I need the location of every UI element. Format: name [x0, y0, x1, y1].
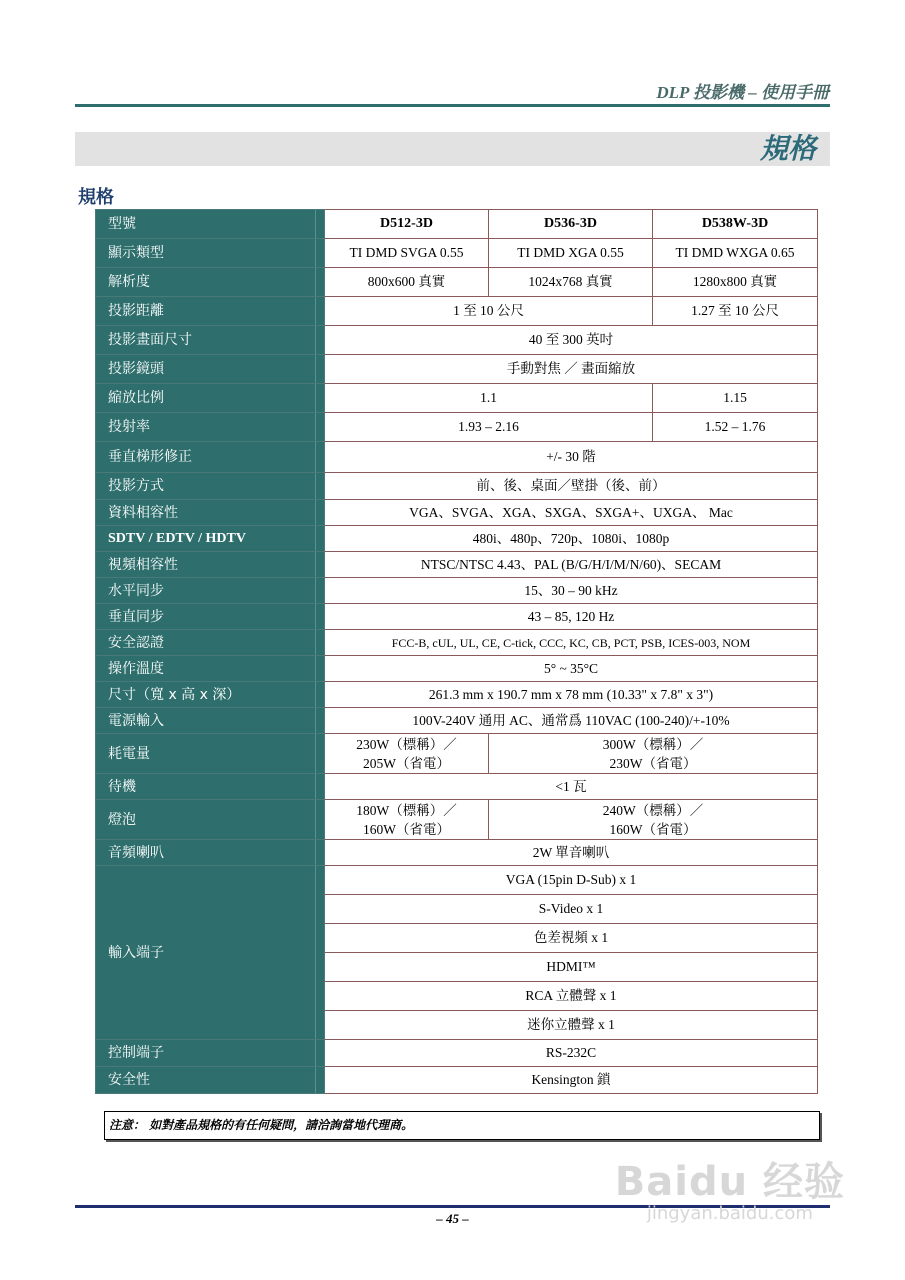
row-label: 投影畫面尺寸	[96, 326, 325, 355]
row-label: 垂直梯形修正	[96, 442, 325, 473]
row-label: 控制端子	[96, 1040, 325, 1067]
table-row	[96, 413, 818, 442]
row-label: 資料相容性	[96, 500, 325, 526]
table-row	[96, 552, 818, 578]
table-header-row	[96, 210, 818, 239]
watermark-brand: Baidu 经验	[614, 1159, 845, 1205]
note-text: 注意： 如對產品規格的有任何疑問，請洽詢當地代理商。	[109, 1118, 414, 1132]
chapter-title: 規格	[759, 132, 816, 165]
row-label: 水平同步	[96, 578, 325, 604]
model-name: D538W-3D	[653, 210, 818, 239]
cell-value: 1.1	[325, 384, 653, 413]
cell-value: 前、後、桌面／壁掛（後、前）	[325, 473, 818, 500]
model-name: D512-3D	[325, 210, 489, 239]
table-row	[96, 656, 818, 682]
table-row	[96, 774, 818, 800]
row-label: 顯示類型	[96, 239, 325, 268]
cell-value: 手動對焦 ／ 畫面縮放	[325, 355, 818, 384]
row-label: 投影鏡頭	[96, 355, 325, 384]
row-label: 投影距離	[96, 297, 325, 326]
table-row	[96, 326, 818, 355]
row-label: SDTV / EDTV / HDTV	[96, 526, 325, 552]
page-number: – 45 –	[436, 1211, 469, 1226]
cell-value: 色差視頻 x 1	[325, 924, 818, 953]
table-row	[96, 866, 818, 895]
row-label: 投射率	[96, 413, 325, 442]
cell-value	[325, 800, 489, 840]
cell-value: 1.93 – 2.16	[325, 413, 653, 442]
cell-value: RCA 立體聲 x 1	[325, 982, 818, 1011]
cell-value	[489, 734, 818, 774]
table-row	[96, 297, 818, 326]
table-row	[96, 355, 818, 384]
cell-value: 800x600 真實	[325, 268, 489, 297]
cell-value: 15、30 – 90 kHz	[325, 578, 818, 604]
cell-value: NTSC/NTSC 4.43、PAL (B/G/H/I/M/N/60)、SECAM	[325, 552, 818, 578]
cell-line: 300W（標稱）／	[602, 736, 704, 752]
cell-value: 100V-240V 通用 AC、通常爲 110VAC (100-240)/+-10%	[325, 708, 818, 734]
cell-value: 1.15	[653, 384, 818, 413]
header-title: DLP 投影機 – 使用手冊	[656, 83, 829, 102]
watermark	[615, 1150, 845, 1224]
watermark-url: jingyan.baidu.com	[646, 1203, 813, 1224]
table-row	[96, 734, 818, 774]
table-row	[96, 473, 818, 500]
cell-value: +/- 30 階	[325, 442, 818, 473]
table-row	[96, 708, 818, 734]
cell-value: TI DMD SVGA 0.55	[325, 239, 489, 268]
cell-value: 1024x768 真實	[489, 268, 653, 297]
table-row	[96, 1040, 818, 1067]
cell-value: 5° ~ 35°C	[325, 656, 818, 682]
row-label: 待機	[96, 774, 325, 800]
row-label: 輸入端子	[96, 866, 325, 1040]
header-rule	[75, 104, 830, 107]
cell-value: <1 瓦	[325, 774, 818, 800]
table-row	[96, 840, 818, 866]
table-row	[96, 442, 818, 473]
table-row	[96, 800, 818, 840]
chapter-banner	[75, 132, 830, 166]
cell-value: VGA、SVGA、XGA、SXGA、SXGA+、UXGA、 Mac	[325, 500, 818, 526]
table-row	[96, 268, 818, 297]
cell-line: 180W（標稱）／	[356, 802, 457, 818]
table-row	[96, 1067, 818, 1094]
row-label: 安全認證	[96, 630, 325, 656]
cell-value	[489, 800, 818, 840]
cell-line: 230W（省電）	[609, 755, 697, 771]
cell-line: 240W（標稱）／	[602, 802, 704, 818]
table-row	[96, 526, 818, 552]
cell-value	[325, 734, 489, 774]
row-label: 操作溫度	[96, 656, 325, 682]
table-row	[96, 630, 818, 656]
table-row	[96, 604, 818, 630]
model-name: D536-3D	[489, 210, 653, 239]
cell-line: 230W（標稱）／	[356, 736, 457, 752]
table-row	[96, 578, 818, 604]
cell-line: 160W（省電）	[363, 821, 450, 837]
spec-table	[95, 209, 818, 1094]
cell-value: HDMI™	[325, 953, 818, 982]
cell-line: 160W（省電）	[609, 821, 697, 837]
cell-value: 40 至 300 英吋	[325, 326, 818, 355]
row-label: 垂直同步	[96, 604, 325, 630]
note-box	[104, 1111, 820, 1140]
row-label: 尺寸（寬 x 高 x 深）	[96, 682, 325, 708]
cell-value: 1280x800 真實	[653, 268, 818, 297]
cell-value: S-Video x 1	[325, 895, 818, 924]
cell-value: Kensington 鎖	[325, 1067, 818, 1094]
row-label: 視頻相容性	[96, 552, 325, 578]
row-label-model: 型號	[96, 210, 325, 239]
cell-value: RS-232C	[325, 1040, 818, 1067]
cell-value: 1 至 10 公尺	[325, 297, 653, 326]
cell-value: 261.3 mm x 190.7 mm x 78 mm (10.33" x 7.8" x 3")	[325, 682, 818, 708]
row-label: 安全性	[96, 1067, 325, 1094]
cell-value: FCC-B, cUL, UL, CE, C-tick, CCC, KC, CB, PCT, PSB, ICES-003, NOM	[325, 630, 818, 656]
row-label: 縮放比例	[96, 384, 325, 413]
row-label: 音頻喇叭	[96, 840, 325, 866]
row-label: 解析度	[96, 268, 325, 297]
row-label: 投影方式	[96, 473, 325, 500]
row-label: 電源輸入	[96, 708, 325, 734]
table-row	[96, 384, 818, 413]
cell-value: 1.27 至 10 公尺	[653, 297, 818, 326]
section-title: 規格	[78, 187, 114, 208]
cell-value: TI DMD XGA 0.55	[489, 239, 653, 268]
table-row	[96, 682, 818, 708]
cell-value: 2W 單音喇叭	[325, 840, 818, 866]
table-row	[96, 239, 818, 268]
table-row	[96, 500, 818, 526]
cell-value: 43 – 85, 120 Hz	[325, 604, 818, 630]
row-label: 耗電量	[96, 734, 325, 774]
cell-value: 1.52 – 1.76	[653, 413, 818, 442]
row-label: 燈泡	[96, 800, 325, 840]
cell-value: TI DMD WXGA 0.65	[653, 239, 818, 268]
cell-value: 迷你立體聲 x 1	[325, 1011, 818, 1040]
cell-value: VGA (15pin D-Sub) x 1	[325, 866, 818, 895]
cell-line: 205W（省電）	[363, 755, 450, 771]
cell-value: 480i、480p、720p、1080i、1080p	[325, 526, 818, 552]
